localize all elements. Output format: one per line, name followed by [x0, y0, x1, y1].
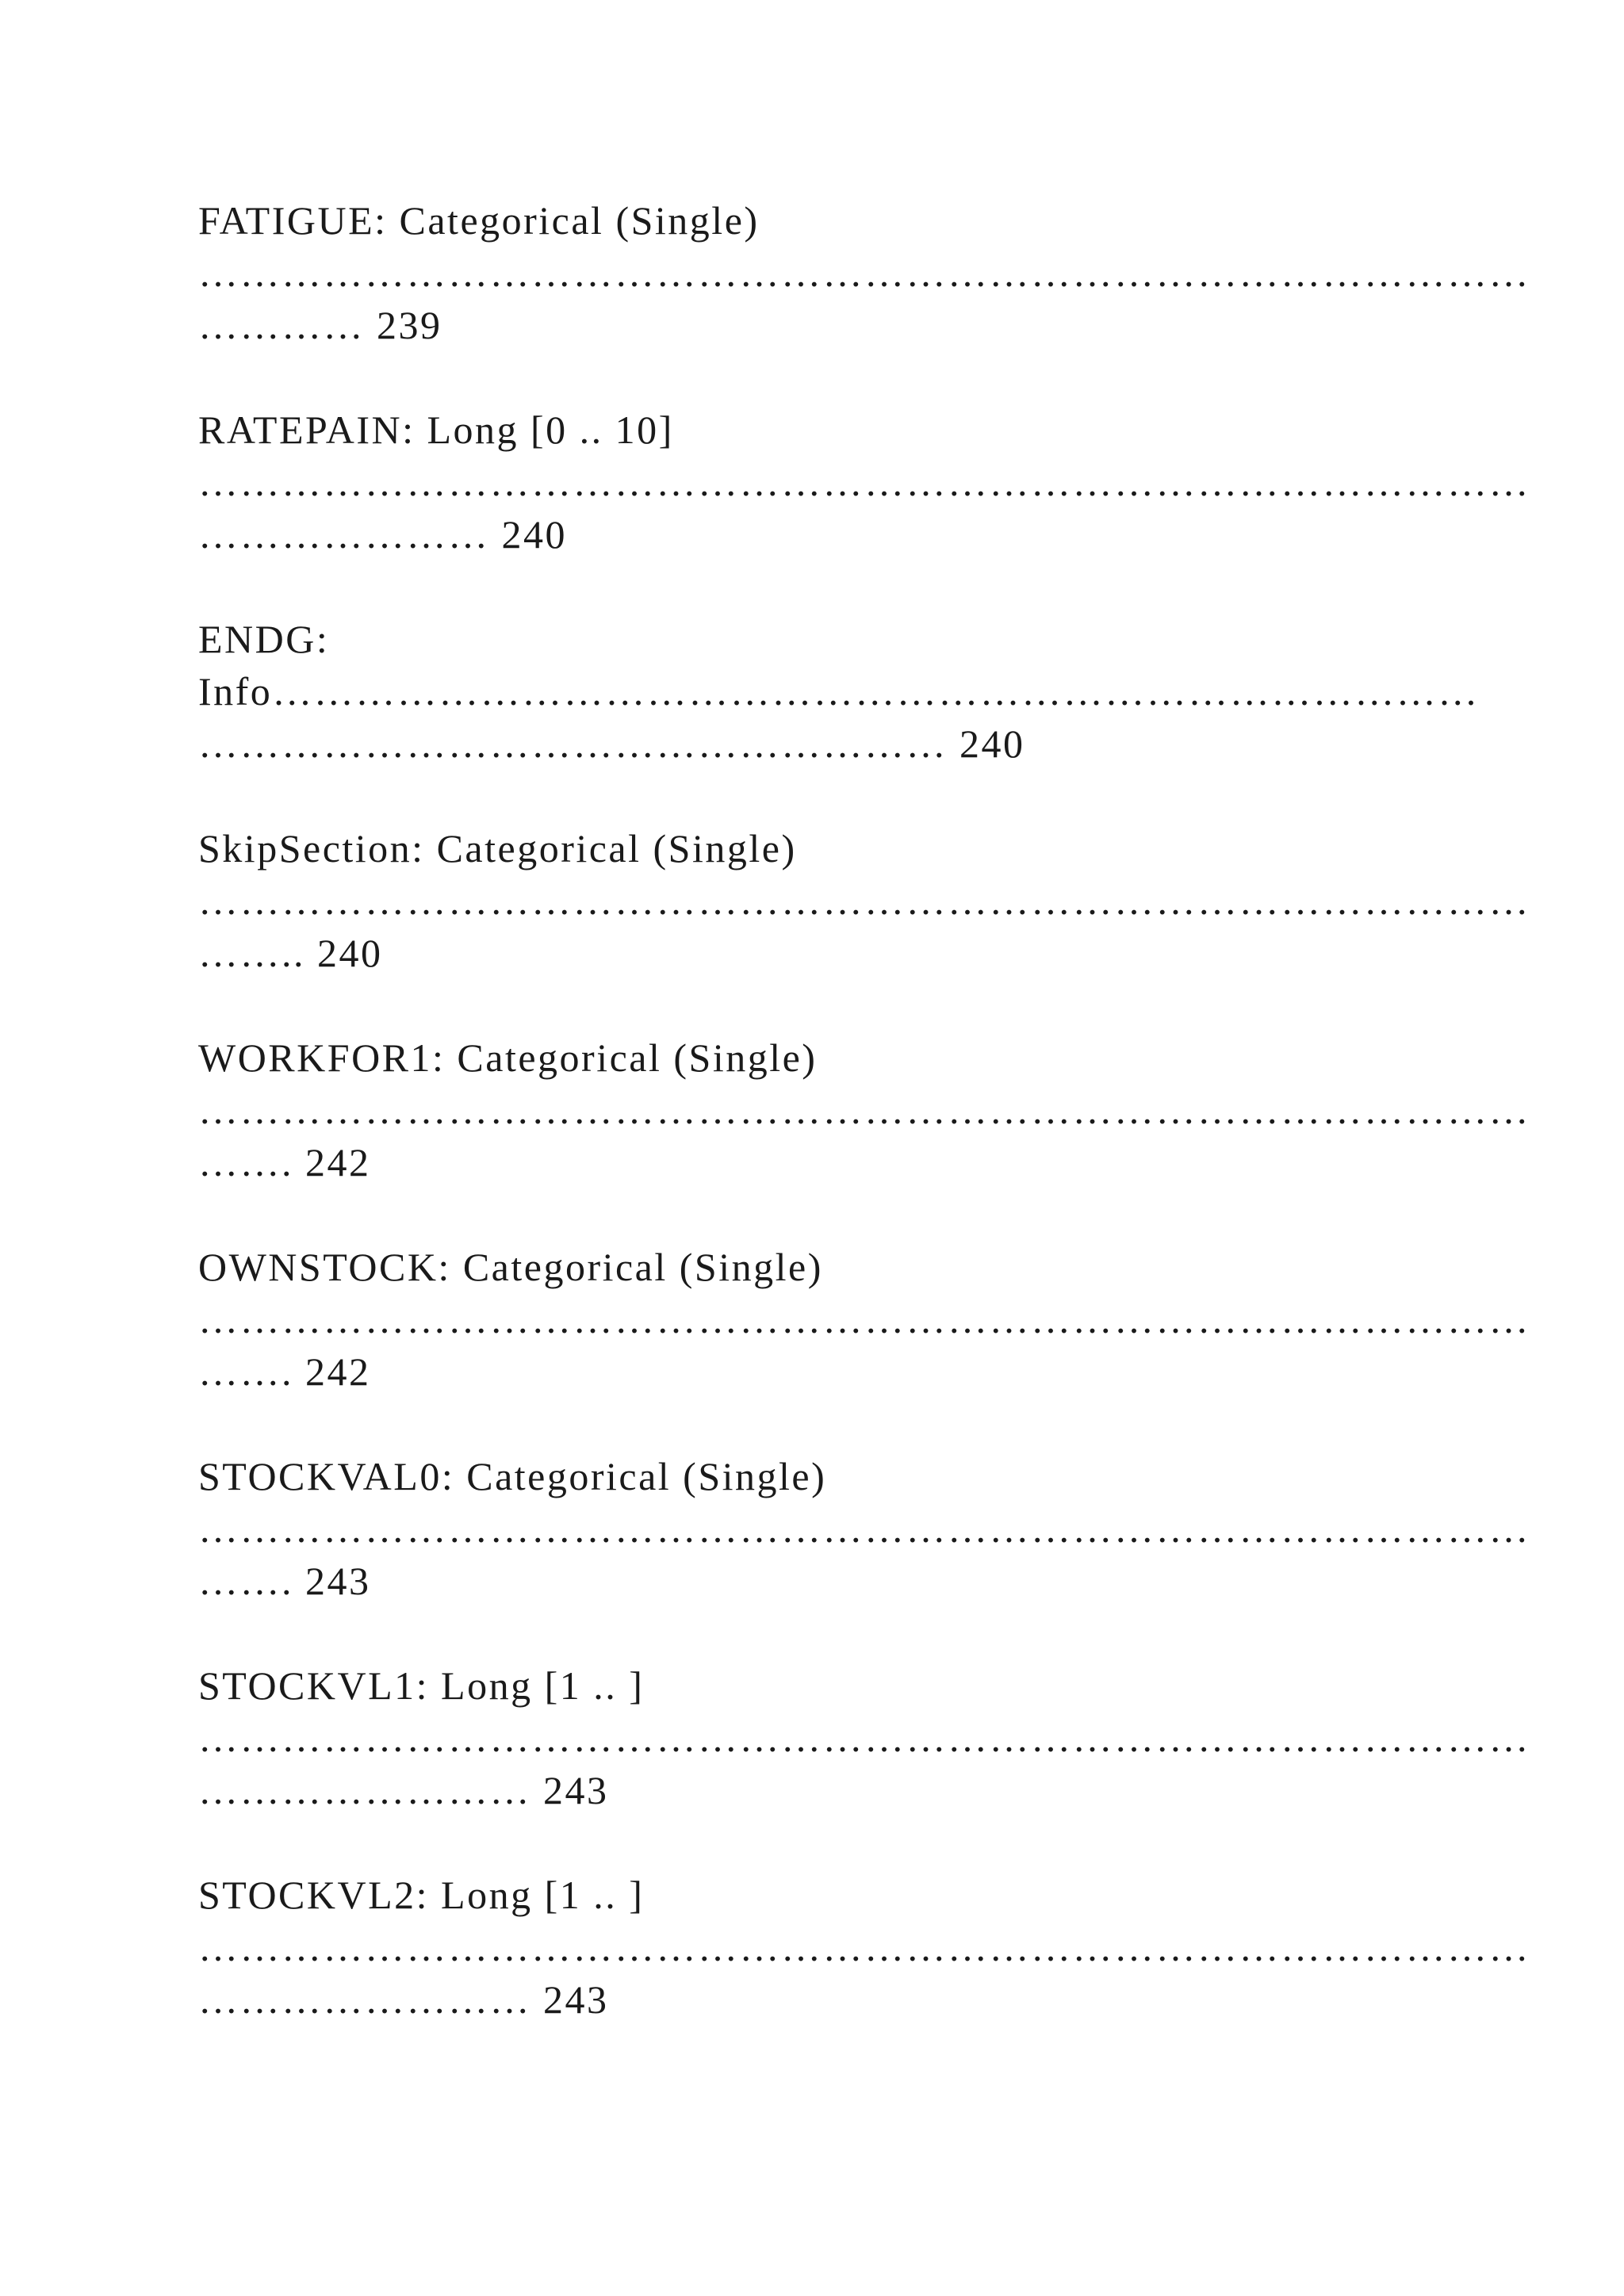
- toc-page-number: ……. 242: [198, 1349, 371, 1394]
- toc-page-number: ………………… 240: [198, 512, 567, 557]
- toc-page-number: ……. 243: [198, 1559, 371, 1603]
- toc-leader-dots: ……………………………………………………………………………………: [198, 878, 1530, 923]
- toc-entry-stockvl2: [198, 1869, 1530, 2026]
- toc-page-number: …………………… 243: [198, 1768, 609, 1812]
- toc-entry-title: WORKFOR1: Categorical (Single): [198, 1035, 818, 1080]
- toc-page-number: …….. 240: [198, 931, 383, 975]
- toc-leader-dots: ……………………………………………………………………………………: [198, 1716, 1530, 1760]
- toc-leader-dots: ……………………………………………………………………………………: [198, 1297, 1530, 1341]
- toc-leader-dots: ……………………………………………………………………………………: [198, 1925, 1530, 1969]
- toc-page-number: …………………… 243: [198, 1977, 609, 2022]
- toc-leader-dots: ……………………………………………………………………………………: [198, 251, 1530, 295]
- toc-entry-skipsection: [198, 822, 1530, 979]
- toc-leader-dots: ……………………………………………………………………………………: [198, 460, 1530, 504]
- toc-entry-fatigue: [198, 194, 1530, 351]
- toc-entry-title: STOCKVL1: Long [1 .. ]: [198, 1663, 645, 1708]
- toc-page-number: ……………………………………………… 240: [198, 721, 1025, 766]
- toc-entry-title-continued: Info……………………………………………………………………………: [198, 669, 1480, 714]
- toc-entry-title: FATIGUE: Categorical (Single): [198, 198, 760, 243]
- toc-entry-title: STOCKVAL0: Categorical (Single): [198, 1454, 827, 1498]
- toc-entry-workfor1: [198, 1031, 1530, 1188]
- toc-entry-title: OWNSTOCK: Categorical (Single): [198, 1245, 823, 1289]
- toc-entry-title: STOCKVL2: Long [1 .. ]: [198, 1873, 645, 1917]
- toc-page-number: ……. 242: [198, 1140, 371, 1184]
- toc-leader-dots: ……………………………………………………………………………………: [198, 1088, 1530, 1132]
- toc-entry-stockval0: [198, 1450, 1530, 1607]
- toc-entry-endg: [198, 613, 1480, 770]
- toc-entry-stockvl1: [198, 1659, 1530, 1816]
- toc-page-number: ………… 239: [198, 303, 442, 347]
- toc-entry-ownstock: [198, 1241, 1530, 1398]
- toc-entry-ratepain: [198, 404, 1530, 561]
- toc-page: [198, 194, 1530, 2078]
- toc-entry-title: ENDG:: [198, 617, 330, 661]
- toc-leader-dots: ……………………………………………………………………………………: [198, 1506, 1530, 1551]
- toc-entry-title: RATEPAIN: Long [0 .. 10]: [198, 408, 674, 452]
- toc-entry-title: SkipSection: Categorical (Single): [198, 826, 797, 871]
